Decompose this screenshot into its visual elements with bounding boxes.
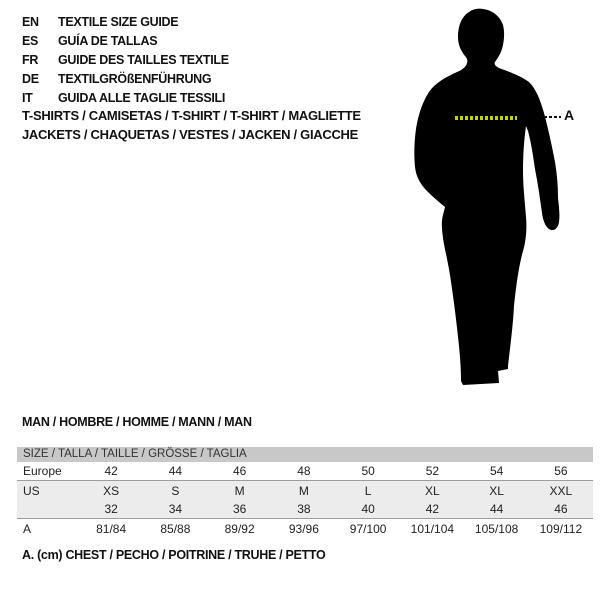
lang-label: TEXTILE SIZE GUIDE — [58, 15, 179, 29]
size-cell: M — [298, 483, 309, 498]
table-row-europe — [17, 462, 593, 480]
lang-code: DE — [22, 72, 39, 86]
row-label: A — [23, 521, 32, 536]
lang-label: GUIDA ALLE TAGLIE TESSILI — [58, 91, 226, 105]
size-cell: 56 — [554, 464, 568, 478]
language-list — [22, 13, 229, 108]
size-cell: 105/108 — [474, 521, 519, 536]
lang-row — [22, 32, 229, 51]
row-label: Europe — [23, 464, 62, 478]
size-table — [17, 447, 593, 538]
size-cell: XL — [425, 483, 440, 498]
size-cell: 89/92 — [224, 521, 255, 536]
size-cell: 48 — [297, 464, 311, 478]
lang-code: IT — [22, 91, 33, 105]
size-cell: 42 — [104, 464, 118, 478]
lang-code: EN — [22, 15, 39, 29]
man-silhouette — [400, 0, 600, 400]
size-table-header: SIZE / TALLA / TAILLE / GRÖSSE / TAGLIA — [17, 447, 593, 462]
size-cell: 85/88 — [160, 521, 191, 536]
size-cell: 44 — [489, 502, 504, 516]
category-list — [22, 106, 361, 144]
category-line-jackets: JACKETS / CHAQUETAS / VESTES / JACKEN / GIACCHE — [22, 127, 358, 142]
size-cell: S — [171, 483, 180, 498]
size-cell: 46 — [232, 464, 247, 478]
size-cell: XXL — [549, 483, 573, 498]
size-cell: XL — [489, 483, 504, 498]
section-title: MAN / HOMBRE / HOMME / MANN / MAN — [22, 415, 252, 429]
man-silhouette-svg — [400, 0, 600, 400]
size-cell: 97/100 — [349, 521, 387, 536]
measure-label-a: A — [564, 107, 575, 123]
size-cell: 81/84 — [96, 521, 127, 536]
size-cell: 32 — [104, 502, 118, 516]
size-cell: 101/104 — [410, 521, 455, 536]
size-cell: 109/112 — [539, 521, 583, 536]
lang-row — [22, 13, 229, 32]
lang-label: GUÍA DE TALLAS — [58, 34, 158, 48]
size-cell: 46 — [554, 502, 568, 516]
category-line-tshirts: T-SHIRTS / CAMISETAS / T-SHIRT / T-SHIRT / MAGLIETTE — [22, 108, 361, 123]
lang-code: FR — [22, 53, 39, 67]
measurement-footnote: A. (cm) CHEST / PECHO / POITRINE / TRUHE / PETTO — [22, 548, 326, 562]
size-cell: 34 — [168, 502, 183, 516]
size-cell: 52 — [425, 464, 440, 478]
lang-code: ES — [22, 34, 39, 48]
size-cell: 42 — [425, 502, 440, 516]
lang-label: GUIDE DES TAILLES TEXTILE — [58, 53, 229, 67]
table-row-chest — [17, 518, 593, 538]
size-cell: 36 — [232, 502, 247, 516]
lang-row — [22, 70, 229, 89]
row-label: US — [23, 483, 40, 498]
size-cell: L — [364, 483, 372, 498]
size-cell: M — [234, 483, 245, 498]
lang-label: TEXTILGRÖßENFÜHRUNG — [58, 72, 212, 86]
size-cell: 50 — [361, 464, 375, 478]
size-cell: 93/96 — [288, 521, 319, 536]
table-row-us — [17, 480, 593, 500]
size-cell: 38 — [297, 502, 311, 516]
lang-row — [22, 51, 229, 70]
size-cell: 44 — [168, 464, 183, 478]
size-cell: 40 — [361, 502, 375, 516]
man-silhouette-shape — [414, 9, 559, 385]
table-row-numeric — [17, 500, 593, 518]
size-cell: 54 — [489, 464, 504, 478]
size-cell: XS — [103, 483, 120, 498]
